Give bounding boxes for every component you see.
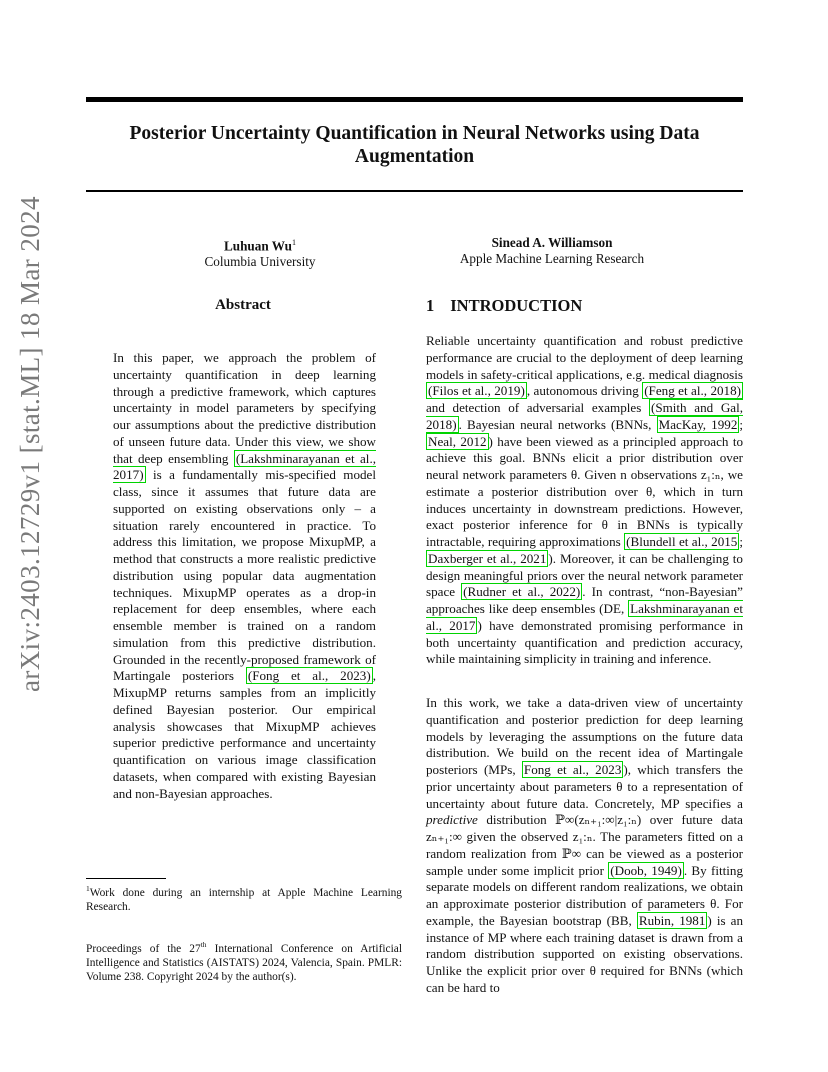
citation-link[interactable]: Fong et al., 2023 xyxy=(523,762,622,777)
author-block-1 xyxy=(150,235,370,270)
citation-link[interactable]: Daxberger et al., 2021 xyxy=(428,550,547,566)
arxiv-identifier-stamp: arXiv:2403.12729v1 [stat.ML] 18 Mar 2024 xyxy=(15,196,45,692)
section-heading xyxy=(426,296,582,316)
abstract-body xyxy=(113,350,376,802)
body-text: ), which transfers the prior uncertainty about parameters θ to a representation of uncertainty about future data. Concretely, MP specifies a xyxy=(426,762,743,811)
citation-link[interactable]: (Blundell et al., 2015 xyxy=(626,534,738,549)
author-block-2 xyxy=(420,235,684,267)
body-text: . Bayesian neural networks (BNNs, xyxy=(458,416,657,432)
author-affiliation: Columbia University xyxy=(204,254,316,270)
body-text: ; xyxy=(739,416,744,432)
intro-paragraph-1 xyxy=(426,333,743,668)
footnote xyxy=(86,882,402,914)
proceedings-note xyxy=(86,938,402,984)
abstract-text: is a fundamentally mis-specified model class, since it assumes that future data are supported on existing observations only – a situation rarely encountered in practice. To address this limitation, we propose MixupMP, a method that constructs a more realistic predictive distribution using popular data augmentation techniques. MixupMP operates as a drop-in replacement for deep ensembles, where each ensemble member is trained on a random simulation from this predictive distribution. Grounded in the recently-proposed framework of Martingale posteriors xyxy=(113,467,376,684)
footnote-text: Work done during an internship at Apple Machine Learning Research. xyxy=(86,886,402,913)
section-number: 1 xyxy=(426,296,435,315)
proceedings-text: International Conference on Artificial Intelligence and Statistics (AISTATS) 2024, Valencia, Spain. PMLR: Volume 238. Copyright 2024 by the author(s). xyxy=(86,942,403,983)
citation-link[interactable]: (Rudner et al., 2022) xyxy=(463,584,581,600)
citation-link[interactable]: (Lakshminarayanan et al., 2017) xyxy=(113,450,376,483)
citation-link[interactable]: (Fong et al., 2023) xyxy=(247,668,371,684)
emphasis-text: predictive xyxy=(426,812,478,828)
body-text: ; xyxy=(739,534,743,549)
body-text: In this work, we take a data-driven view of uncertainty quantification and posterior prediction for deep learning models by leveraging the assumptions on the future data distribution. We build on the recent idea of Martingale posteriors (MPs, xyxy=(426,695,743,777)
author-name: Luhuan Wu xyxy=(223,238,293,254)
body-text: , autonomous driving xyxy=(526,383,643,399)
citation-link[interactable]: (Filos et al., 2019) xyxy=(428,383,525,399)
citation-link[interactable]: (Feng et al., 2018) xyxy=(644,383,741,399)
body-text: ) is an instance of MP where each training dataset is drawn from a random distribution supported on existing observations. Unlike the explicit prior over θ required for BNNs (which can be hard to xyxy=(426,912,744,995)
citation-link[interactable]: Rubin, 1981 xyxy=(638,912,706,928)
body-text: ) have been viewed as a principled approach to achieve this goal. BNNs elicit a prior distribution over neural network parameters θ. Given n observations z₁:ₙ, we estimate a posterior distribution over θ, which in turn induces uncertainty in downstream predictions. However, exact posterior inference for θ in BNNs is typically intractable, requiring approximations xyxy=(426,433,744,549)
body-text: ) have demonstrated promising performance in both uncertainty quantification and prediction accuracy, while maintaining simplicity in training and inference. xyxy=(426,617,743,667)
citation-link[interactable]: Lakshminarayanan et al., 2017 xyxy=(426,601,743,633)
section-title: INTRODUCTION xyxy=(450,296,583,315)
body-text: distribution ℙ∞(zₙ₊₁:∞|z₁:ₙ) over future data zₙ₊₁:∞ given the observed z₁:ₙ. The parameters fitted on a random realization from ℙ∞ can be viewed as a posterior sample under some implicit prior xyxy=(426,812,743,878)
proceedings-text: Proceedings of the 27 xyxy=(86,942,201,955)
body-text: ). Moreover, it can be challenging to design meaningful priors over the neural network parameter space xyxy=(426,550,743,600)
paper-title: Posterior Uncertainty Quantification in Neural Networks using Data Augmentation xyxy=(129,123,700,167)
citation-link[interactable]: MacKay, 1992 xyxy=(658,416,738,432)
title-bottom-rule xyxy=(86,190,743,192)
citation-link[interactable]: Neal, 2012 xyxy=(428,433,487,449)
citation-link[interactable]: (Smith and Gal, 2018) xyxy=(426,400,743,432)
abstract-text: In this paper, we approach the problem of uncertainty quantification in deep learning through a predictive framework, which captures uncertainty in model parameters by specifying our assumptions about the predictive distribution of unseen future data. Under this view, we show that deep ensembling xyxy=(113,350,376,466)
intro-paragraph-2 xyxy=(426,695,743,997)
body-text: . By fitting separate models on different random realizations, we obtain an approximate posterior distribution of parameters θ. For example, the Bayesian bootstrap (BB, xyxy=(426,862,744,928)
author-affiliation: Apple Machine Learning Research xyxy=(459,251,645,266)
author-footnote-mark: 1 xyxy=(292,238,297,247)
body-text: Reliable uncertainty quantification and robust predictive performance are crucial to the deployment of deep learning models in safety-critical applications, e.g. medical diagnosis xyxy=(426,333,743,382)
footnote-mark: 1 xyxy=(86,884,90,893)
citation-link[interactable]: (Doob, 1949) xyxy=(610,862,682,878)
title-top-rule xyxy=(86,97,743,102)
author-name: Sinead A. Williamson xyxy=(491,235,613,250)
abstract-heading: Abstract xyxy=(215,297,271,313)
abstract-text: , MixupMP returns samples from an implicitly defined Bayesian posterior. Our empirical analysis showcases that MixupMP achieves superior predictive performance and uncertainty quantification on various image classification datasets, when compared with existing Bayesian and non-Bayesian approaches. xyxy=(113,668,376,801)
footnote-rule xyxy=(86,878,166,879)
proceedings-superscript: th xyxy=(200,940,207,949)
body-text: . In contrast, “non-Bayesian” approaches like deep ensembles (DE, xyxy=(426,584,743,616)
body-text: and detection of adversarial examples xyxy=(426,400,649,415)
